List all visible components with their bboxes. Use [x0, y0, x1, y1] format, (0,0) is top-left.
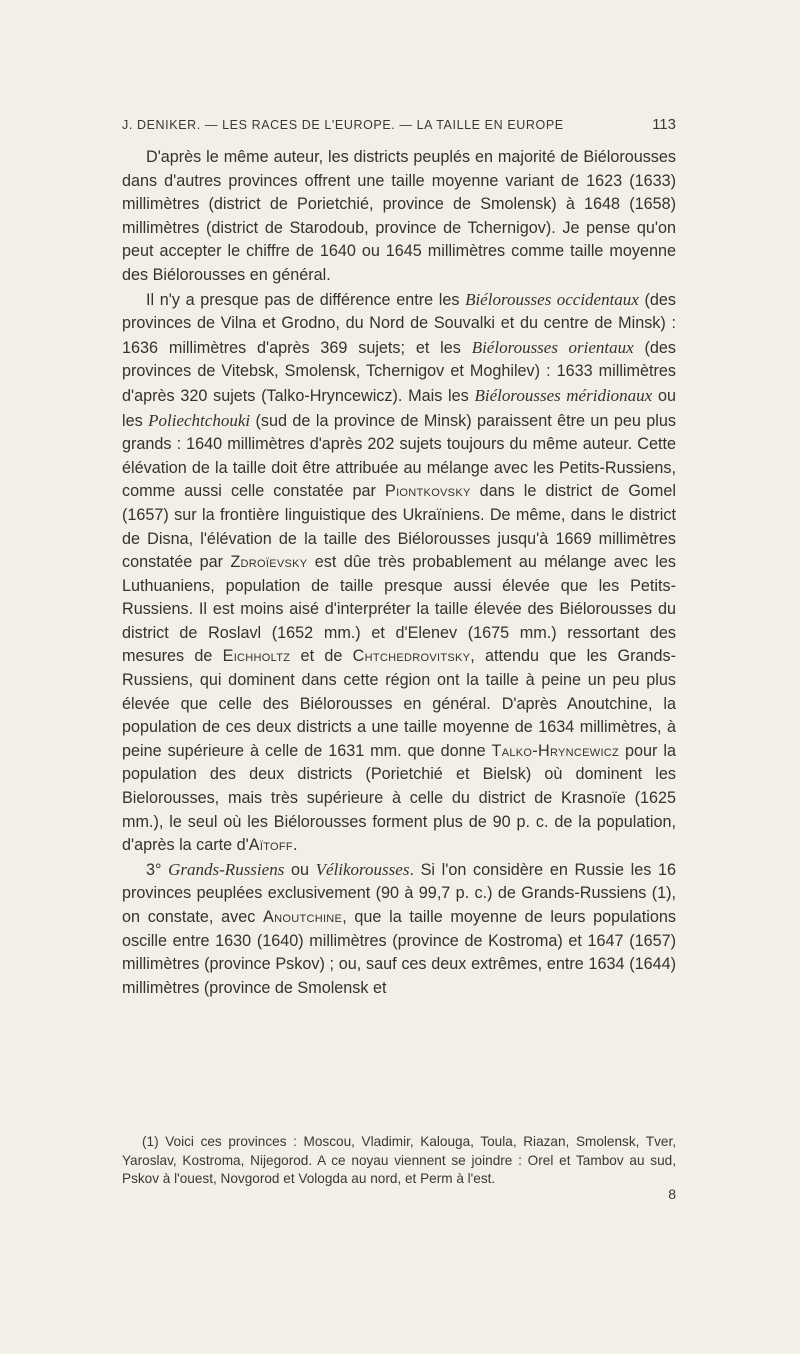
italic-term: Vélikorousses — [315, 859, 410, 879]
italic-term: Biélorousses méridionaux — [474, 385, 653, 405]
text-run: (des provinces de Vitebsk, Smolensk, Tchernigov et Moghilev) : 1633 millimètres d'après 320 sujets (Talko-Hryncewicz). Mais les — [122, 338, 677, 405]
paragraph-1: D'après le même auteur, les districts peuplés en majorité de Biélorousses dans d'autres provinces offrent une taille moyenne variant de 1623 (1633) millimètres (district de Porietchié, province de Smolensk) à 1648 (1658) millimètres (district de Starodoub, province de Tchernigov). Je pense qu'on peut accepter le chiffre de 1640 ou 1645 millimètres comme taille moyenne des Biélorousses en général. — [122, 148, 676, 284]
author-name: Chtchedrovitsky — [352, 647, 471, 666]
author-name: Talko-Hryncewicz — [491, 741, 620, 760]
running-head — [122, 116, 676, 133]
body-text — [122, 146, 676, 1000]
author-name: Aïtoff — [248, 836, 293, 855]
text-run: ou — [284, 860, 316, 879]
author-name: Zdroïevsky — [230, 553, 308, 572]
footnote — [122, 1133, 676, 1189]
footnote-text: (1) Voici ces provinces : Moscou, Vladimir, Kalouga, Toula, Riazan, Smolensk, Tver, Yaroslav, Kostroma, Nijegorod. A ce noyau viennent se joindre : Orel et Tambov au sud, Pskov à l'ouest, Novgorod et Vologda au nord, et Perm à l'est. — [122, 1134, 676, 1187]
running-title: J. DENIKER. — LES RACES DE L'EUROPE. — LA TAILLE EN EUROPE — [122, 118, 564, 132]
italic-term: Poliechtchouki — [148, 410, 251, 430]
italic-term: Biélorousses occidentaux — [465, 289, 639, 309]
signature-mark: 8 — [668, 1186, 676, 1202]
text-run: . — [292, 836, 298, 855]
text-run: . Si l'on considère en Russie les 16 provinces peuplées exclusivement (90 à 99,7 p. c.) de Grands-Russiens (1), on constate, avec — [122, 860, 676, 926]
page-number: 113 — [652, 116, 676, 133]
text-run: (des provinces de Vilna et Grodno, du Nord de Souvalki et du centre de Minsk) : 1636 millimètres d'après 369 sujets; et les — [122, 290, 676, 357]
text-run: , que la taille moyenne de leurs populations oscille entre 1630 (1640) millimètres (province de Kostroma) et 1647 (1657) millimètres (province Pskov) ; ou, sauf ces deux extrêmes, entre 1634 (1644) millimètres (province de Smolensk et — [122, 908, 676, 997]
text-run: est dûe très probablement au mélange avec les Luthuaniens, population de taille presque aussi élevée que les Petits-Russiens. Il est moins aisé d'interpréter la taille élevée des Biélorousses du district de Roslavl (1652 mm.) et d'Elenev (1675 mm.) ressortant des mesures de — [122, 553, 676, 666]
italic-term: Grands-Russiens — [168, 859, 285, 879]
text-run: pour la population des deux districts (Porietchié et Bielsk) où dominent les Bielorousses, mais très supérieure à celle du district de Krasnoïe (1625 mm.), le seul où les Biélorousses forment plus de 90 p. c. de la population, d'après la carte d' — [122, 741, 676, 855]
author-name: Anoutchine — [263, 908, 343, 926]
author-name: Piontkovsky — [384, 482, 471, 501]
paragraph-2 — [122, 288, 676, 858]
text-run: , attendu que les Grands-Russiens, qui dominent dans cette région ont la taille à peine un peu plus élevée que celle des Biélorousses en général. D'après Anoutchine, la population de ces deux districts a une taille moyenne de 1634 millimètres, à peine supérieure à celle de 1631 mm. que donne — [122, 647, 677, 760]
text-run: Il n'y a presque pas de différence entre les — [146, 290, 466, 309]
text-run: ou les — [122, 386, 676, 430]
italic-term: Biélorousses orientaux — [471, 337, 634, 357]
text-run: dans le district de Gomel (1657) sur la frontière linguistique des Ukraïniens. De même, dans le district de Disna, l'élévation de la taille des Biélorousses jusqu'à 1669 millimètres constatée par — [122, 482, 676, 572]
text-run: 3° — [146, 860, 169, 879]
author-name: Eichholtz — [222, 647, 291, 666]
text-run: et de — [290, 647, 353, 666]
paragraph-3 — [122, 858, 676, 1001]
text-run: (sud de la province de Minsk) paraissent être un peu plus grands : 1640 millimètres d'après 202 sujets toujours du même auteur. Cette élévation de la taille doit être attribuée au mélange avec les Petits-Russiens, comme aussi celle constatée par — [122, 411, 676, 501]
